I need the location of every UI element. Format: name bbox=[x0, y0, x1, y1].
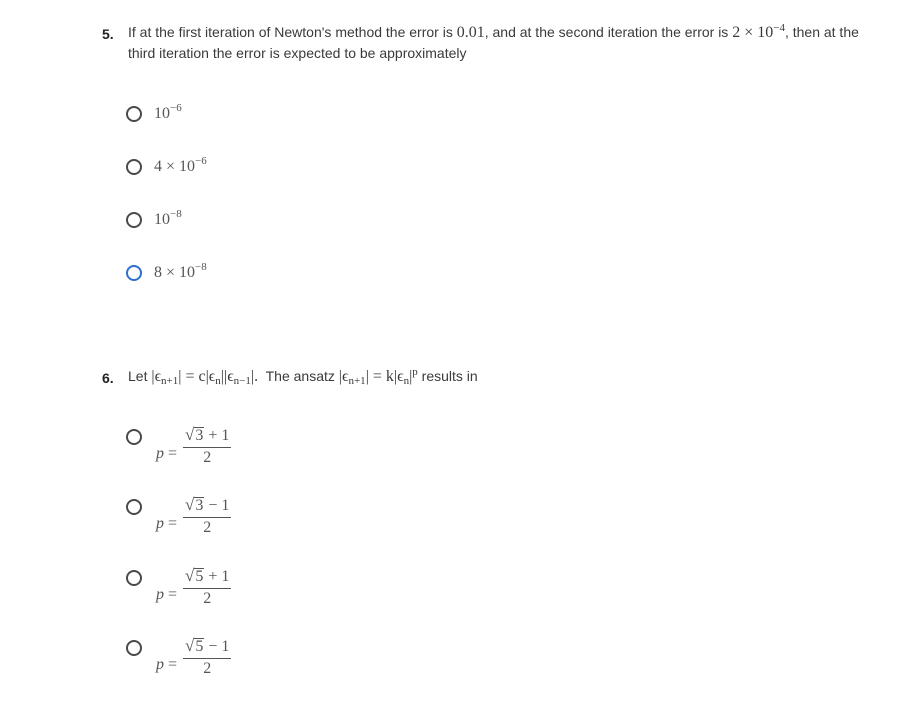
fraction bbox=[183, 566, 231, 608]
fraction bbox=[183, 636, 231, 678]
option-fraction bbox=[156, 566, 231, 608]
question-text-part: , then at the third iteration the error is expected to be approximately bbox=[128, 24, 859, 61]
math-exp: −8 bbox=[170, 208, 182, 220]
math-ansatz bbox=[339, 368, 418, 385]
math-part: |ϵ bbox=[338, 368, 349, 385]
math-eq: = bbox=[168, 586, 178, 603]
numerator-term: + 1 bbox=[208, 568, 230, 585]
sqrt-symbol: √ 5 bbox=[185, 566, 204, 585]
fraction-numerator bbox=[183, 495, 231, 518]
fraction-denominator: 2 bbox=[203, 660, 212, 677]
math-part: | bbox=[409, 368, 413, 385]
q5-option-4[interactable] bbox=[126, 261, 207, 282]
math-part: | = c|ϵ bbox=[178, 368, 216, 385]
math-sub: n+1 bbox=[161, 375, 179, 387]
math-eq: = bbox=[168, 445, 178, 462]
math-sub: n+1 bbox=[348, 375, 366, 387]
numerator-term: − 1 bbox=[208, 638, 230, 655]
math-base: 10 bbox=[154, 105, 170, 122]
math-part: |ϵ bbox=[151, 368, 162, 385]
radicand: 3 bbox=[195, 427, 204, 444]
math-sub: n bbox=[403, 375, 410, 387]
math-exp: −6 bbox=[170, 102, 182, 114]
math-times: × bbox=[744, 24, 754, 41]
question-text-part: The ansatz bbox=[258, 368, 339, 384]
radio-button[interactable] bbox=[126, 159, 142, 175]
radicand: 5 bbox=[195, 568, 204, 585]
math-coef: 2 bbox=[732, 24, 741, 41]
sqrt-symbol: √ 5 bbox=[185, 636, 204, 655]
math-part: |. bbox=[250, 368, 259, 385]
math-part: ||ϵ bbox=[220, 368, 234, 385]
math-coef: 8 bbox=[154, 264, 162, 281]
radio-button[interactable] bbox=[126, 429, 142, 445]
math-eq: = bbox=[168, 515, 178, 532]
radicand: 5 bbox=[195, 638, 204, 655]
question-text bbox=[128, 366, 883, 387]
math-coef: 4 bbox=[154, 158, 162, 175]
fraction-numerator bbox=[183, 566, 231, 589]
radicand: 3 bbox=[195, 497, 204, 514]
math-base: 10 bbox=[154, 211, 170, 228]
fraction-denominator: 2 bbox=[203, 519, 212, 536]
math-part: | = k|ϵ bbox=[365, 368, 404, 385]
math-base: 10 bbox=[757, 24, 774, 41]
radio-button[interactable] bbox=[126, 106, 142, 122]
radio-button[interactable] bbox=[126, 640, 142, 656]
q5-option-2[interactable] bbox=[126, 155, 207, 176]
question-text-part: If at the first iteration of Newton's method the error is bbox=[128, 24, 457, 40]
option-label bbox=[154, 102, 182, 123]
math-lhs: p bbox=[156, 656, 164, 673]
math-exp: −8 bbox=[195, 261, 207, 273]
math-lhs: p bbox=[156, 445, 164, 462]
sqrt-symbol: √ 3 bbox=[185, 495, 204, 514]
option-fraction bbox=[156, 425, 231, 467]
math-base: 10 bbox=[179, 264, 196, 281]
option-fraction bbox=[156, 636, 231, 678]
math-times: × bbox=[166, 158, 176, 175]
math-times: × bbox=[166, 264, 176, 281]
fraction-denominator: 2 bbox=[203, 590, 212, 607]
fraction-denominator: 2 bbox=[203, 449, 212, 466]
math-exp: p bbox=[412, 366, 418, 378]
option-label bbox=[154, 261, 207, 282]
numerator-term: − 1 bbox=[208, 497, 230, 514]
option-fraction bbox=[156, 495, 231, 537]
math-recurrence bbox=[151, 368, 258, 385]
math-exp: −4 bbox=[773, 22, 785, 34]
question-number: 5. bbox=[102, 26, 114, 42]
question-text-part: results in bbox=[417, 368, 478, 384]
question-text-part: Let bbox=[128, 368, 152, 384]
sqrt-symbol: √ 3 bbox=[185, 425, 204, 444]
numerator-term: + 1 bbox=[208, 427, 230, 444]
fraction bbox=[183, 495, 231, 537]
math-lhs: p bbox=[156, 586, 164, 603]
math-exp: −6 bbox=[195, 155, 207, 167]
question-text bbox=[128, 22, 883, 64]
radio-button-focused[interactable] bbox=[126, 265, 142, 281]
question-text-part: , and at the second iteration the error is bbox=[484, 24, 733, 40]
question-number: 6. bbox=[102, 370, 114, 386]
math-lhs: p bbox=[156, 515, 164, 532]
radio-button[interactable] bbox=[126, 212, 142, 228]
math-first-error: 0.01 bbox=[456, 24, 485, 41]
fraction bbox=[183, 425, 231, 467]
math-eq: = bbox=[168, 656, 178, 673]
fraction-numerator bbox=[183, 636, 231, 659]
radio-button[interactable] bbox=[126, 570, 142, 586]
option-label bbox=[154, 208, 182, 229]
option-label bbox=[154, 155, 207, 176]
fraction-numerator bbox=[183, 425, 231, 448]
math-second-error bbox=[732, 24, 785, 41]
q5-option-1[interactable] bbox=[126, 102, 182, 123]
math-sub: n bbox=[215, 375, 221, 387]
q5-option-3[interactable] bbox=[126, 208, 182, 229]
math-base: 10 bbox=[179, 158, 196, 175]
radio-button[interactable] bbox=[126, 499, 142, 515]
math-sub: n−1 bbox=[233, 375, 251, 387]
